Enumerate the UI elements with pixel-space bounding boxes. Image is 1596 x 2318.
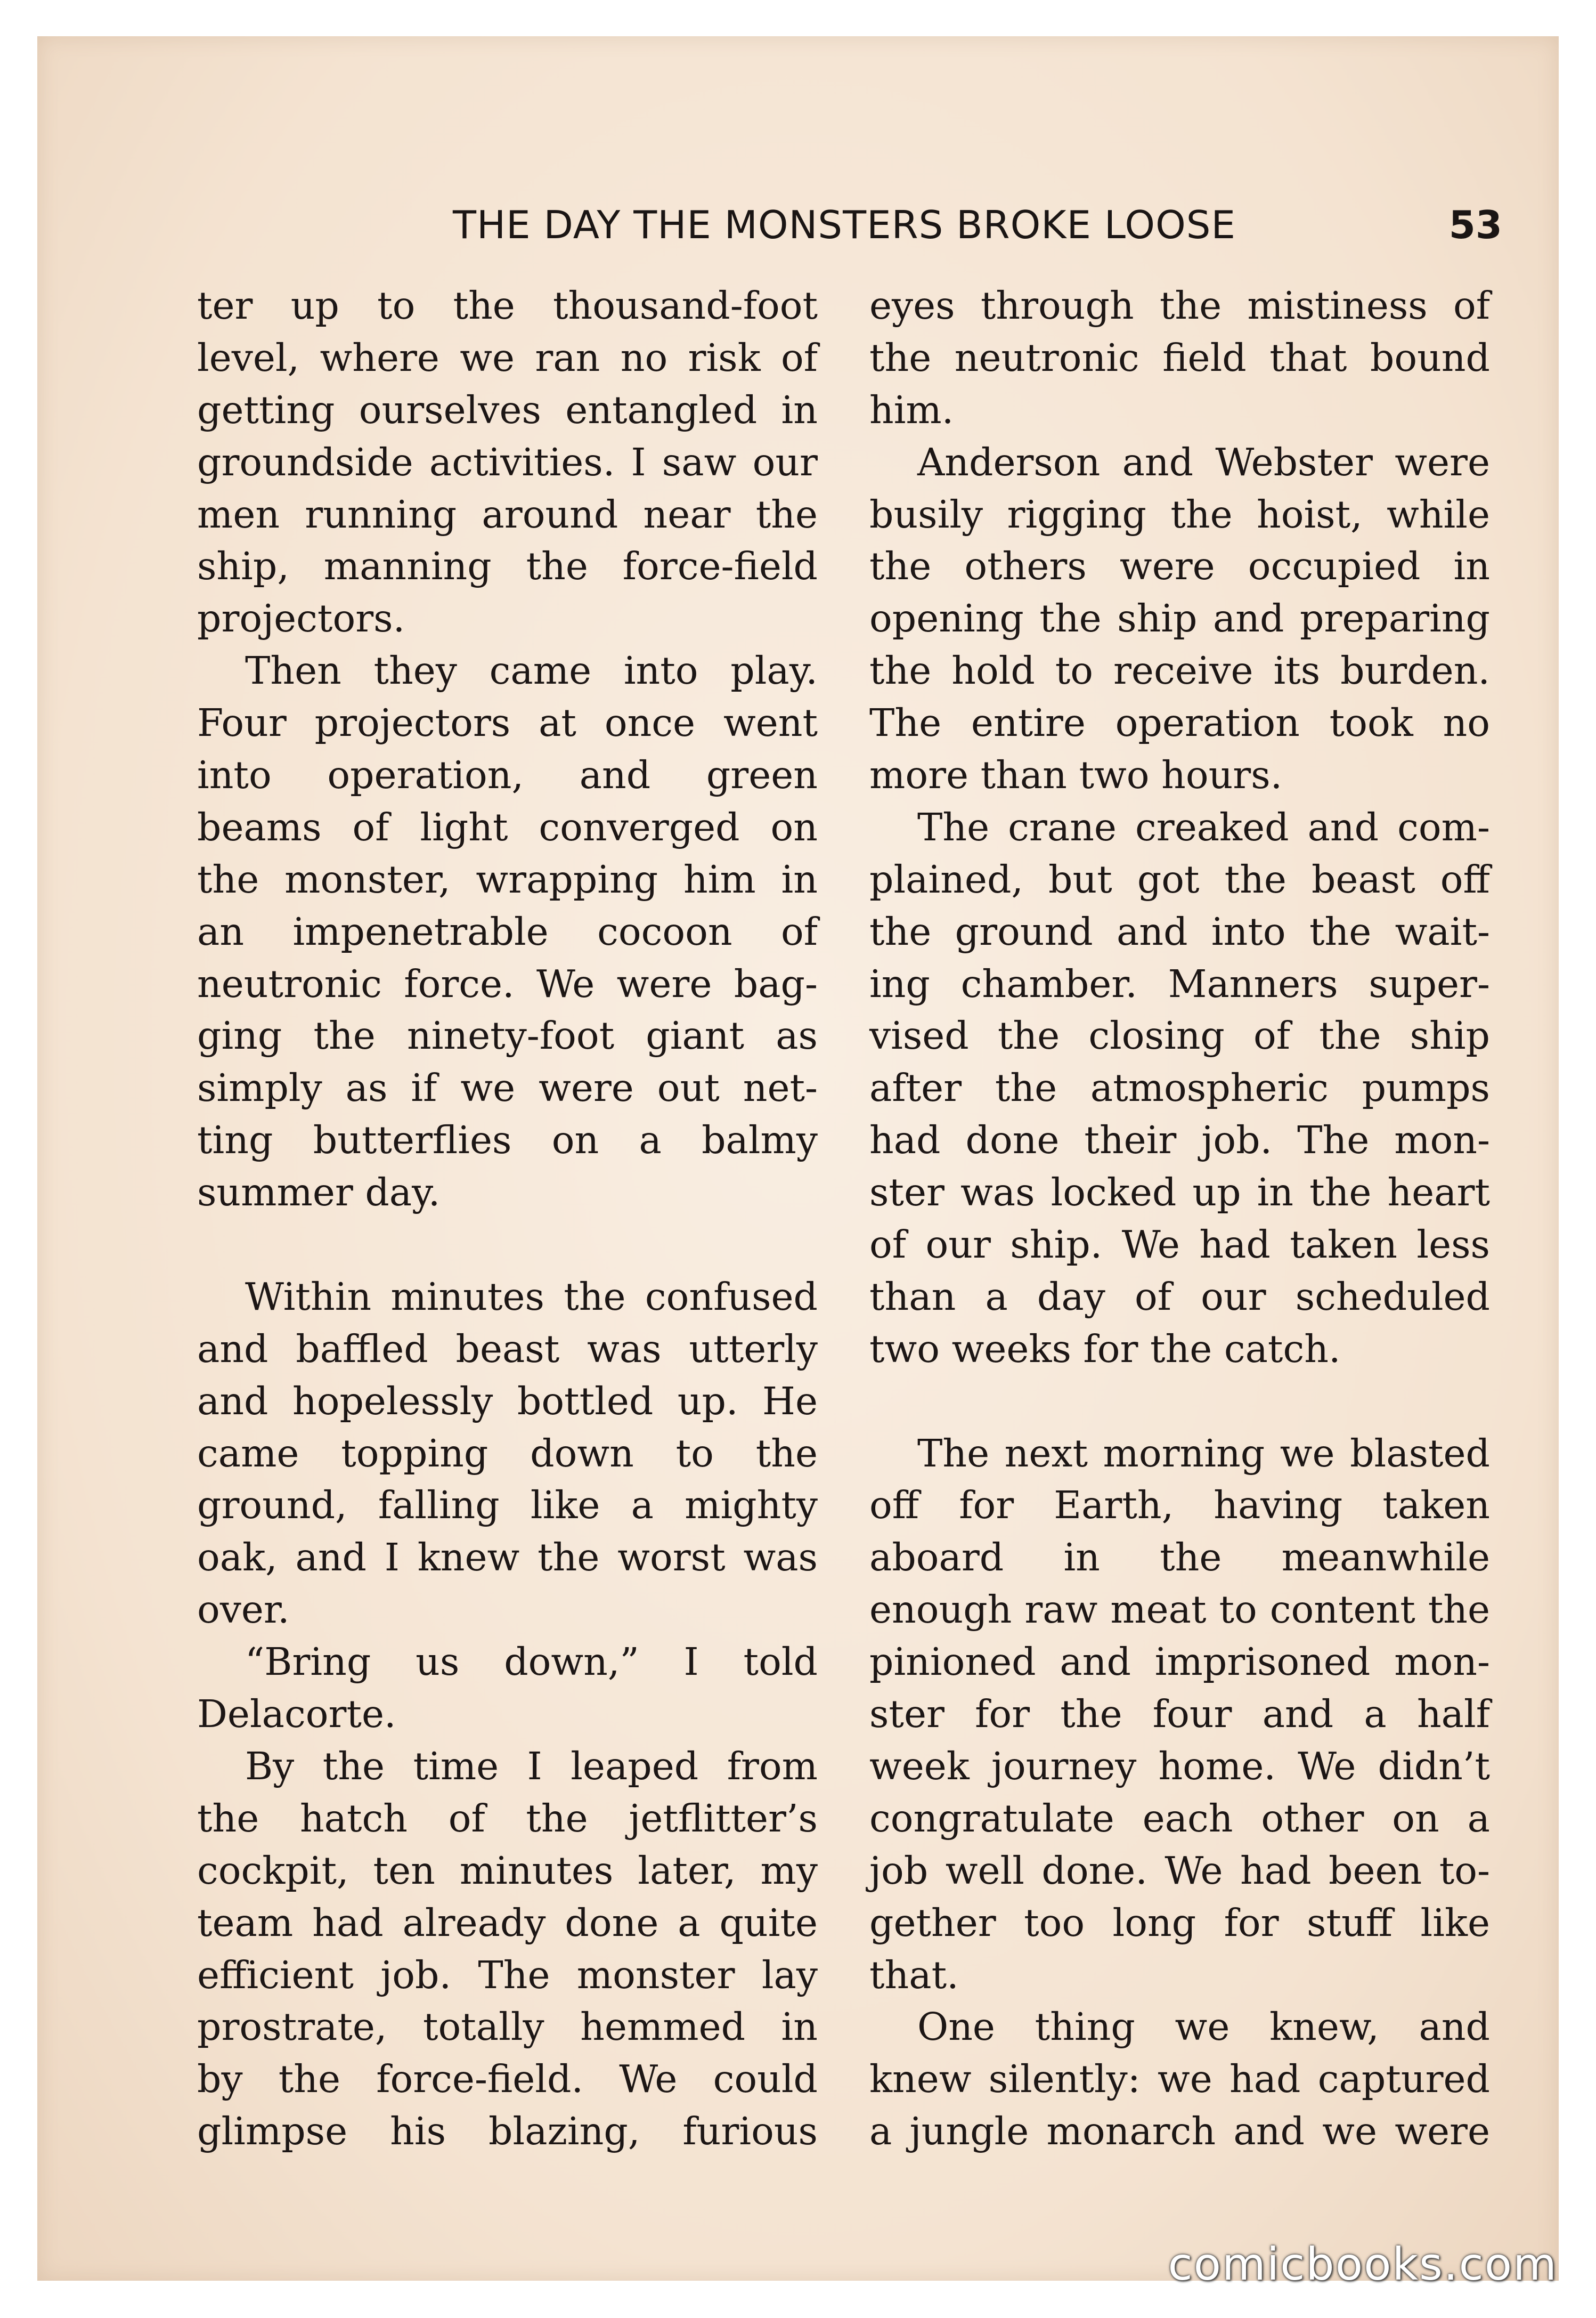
text-line: over.: [197, 1587, 290, 1632]
text-line: The crane creaked and com-: [917, 805, 1490, 849]
text-line: of our ship. We had taken less: [869, 1222, 1490, 1267]
text-line: job well done. We had been to-: [869, 1848, 1490, 1893]
text-line: and baffled beast was utterly: [197, 1326, 818, 1371]
text-line: that.: [869, 1952, 959, 1997]
text-line: ting butterflies on a balmy: [197, 1118, 818, 1163]
text-line: ster for the four and a half: [869, 1692, 1490, 1737]
text-line: pinioned and imprisoned mon-: [869, 1640, 1490, 1684]
text-line: Anderson and Webster were: [917, 440, 1490, 484]
text-line: level, where we ran no risk of: [197, 335, 818, 380]
text-line: had done their job. The mon-: [869, 1118, 1490, 1163]
text-line: the ground and into the wait-: [869, 909, 1490, 954]
text-line: by the force-field. We could: [197, 2057, 818, 2102]
text-line: beams of light converged on: [197, 805, 818, 849]
text-line: ship, manning the force-field: [197, 544, 818, 589]
text-line: enough raw meat to content the: [869, 1587, 1490, 1632]
text-line: Then they came into play.: [245, 649, 818, 693]
text-line: came topping down to the: [197, 1431, 818, 1476]
text-line: more than two hours.: [869, 753, 1283, 798]
text-line: the hold to receive its burden.: [869, 649, 1490, 693]
text-line: the neutronic field that bound: [869, 335, 1490, 380]
text-line: summer day.: [197, 1170, 441, 1215]
text-line: opening the ship and preparing: [869, 596, 1490, 641]
text-line: Delacorte.: [197, 1692, 396, 1737]
text-line: than a day of our scheduled: [869, 1274, 1490, 1319]
text-line: groundside activities. I saw our: [197, 440, 818, 484]
text-line: the others were occupied in: [869, 544, 1490, 589]
text-line: efficient job. The monster lay: [197, 1952, 818, 1997]
text-line: oak, and I knew the worst was: [197, 1535, 818, 1580]
text-line: Four projectors at once went: [197, 701, 818, 745]
text-line: By the time I leaped from: [245, 1744, 818, 1788]
text-line: aboard in the meanwhile: [869, 1535, 1490, 1580]
text-line: busily rigging the hoist, while: [869, 492, 1490, 537]
text-line: eyes through the mistiness of: [869, 283, 1490, 328]
text-line: ground, falling like a mighty: [197, 1483, 818, 1528]
running-title: THE DAY THE MONSTERS BROKE LOOSE: [453, 202, 1236, 247]
text-line: getting ourselves entangled in: [197, 387, 818, 432]
text-line: One thing we knew, and: [917, 2005, 1490, 2049]
text-line: ter up to the thousand-foot: [197, 283, 818, 328]
text-line: cockpit, ten minutes later, my: [197, 1848, 818, 1893]
text-line: glimpse his blazing, furious: [197, 2109, 818, 2154]
text-line: an impenetrable cocoon of: [197, 909, 818, 954]
left-text-column: [197, 280, 818, 2158]
text-line: knew silently: we had captured: [869, 2057, 1490, 2102]
text-line: week journey home. We didn’t: [869, 1744, 1490, 1788]
text-line: Within minutes the confused: [245, 1274, 818, 1319]
text-line: “Bring us down,” I told: [245, 1640, 818, 1684]
text-line: and hopelessly bottled up. He: [197, 1379, 818, 1423]
text-line: plained, but got the beast off: [869, 857, 1490, 902]
text-line: the monster, wrapping him in: [197, 857, 818, 902]
text-line: ster was locked up in the heart: [869, 1170, 1490, 1215]
right-text-column: [869, 280, 1490, 2158]
text-line: projectors.: [197, 596, 405, 641]
page-number: 53: [1448, 202, 1502, 247]
text-line: after the atmospheric pumps: [869, 1066, 1490, 1111]
text-line: The next morning we blasted: [917, 1431, 1490, 1476]
text-line: gether too long for stuff like: [869, 1900, 1490, 1945]
text-line: prostrate, totally hemmed in: [197, 2005, 818, 2049]
text-line: The entire operation took no: [869, 701, 1490, 745]
text-line: a jungle monarch and we were: [869, 2109, 1490, 2154]
text-line: into operation, and green: [197, 753, 818, 798]
text-line: ing chamber. Manners super-: [869, 961, 1490, 1006]
watermark: comicbooks.com: [1168, 2238, 1558, 2290]
paragraph-break: [197, 1219, 818, 1271]
text-line: team had already done a quite: [197, 1900, 818, 1945]
text-line: neutronic force. We were bag-: [197, 961, 818, 1006]
text-line: simply as if we were out net-: [197, 1066, 818, 1111]
text-line: the hatch of the jetflitter’s: [197, 1796, 818, 1841]
text-line: vised the closing of the ship: [869, 1014, 1490, 1058]
paragraph-break: [869, 1375, 1490, 1428]
text-line: congratulate each other on a: [869, 1796, 1490, 1841]
text-line: ging the ninety-foot giant as: [197, 1014, 818, 1058]
text-line: off for Earth, having taken: [869, 1483, 1490, 1528]
text-line: him.: [869, 387, 954, 432]
text-line: men running around near the: [197, 492, 818, 537]
text-line: two weeks for the catch.: [869, 1326, 1341, 1371]
